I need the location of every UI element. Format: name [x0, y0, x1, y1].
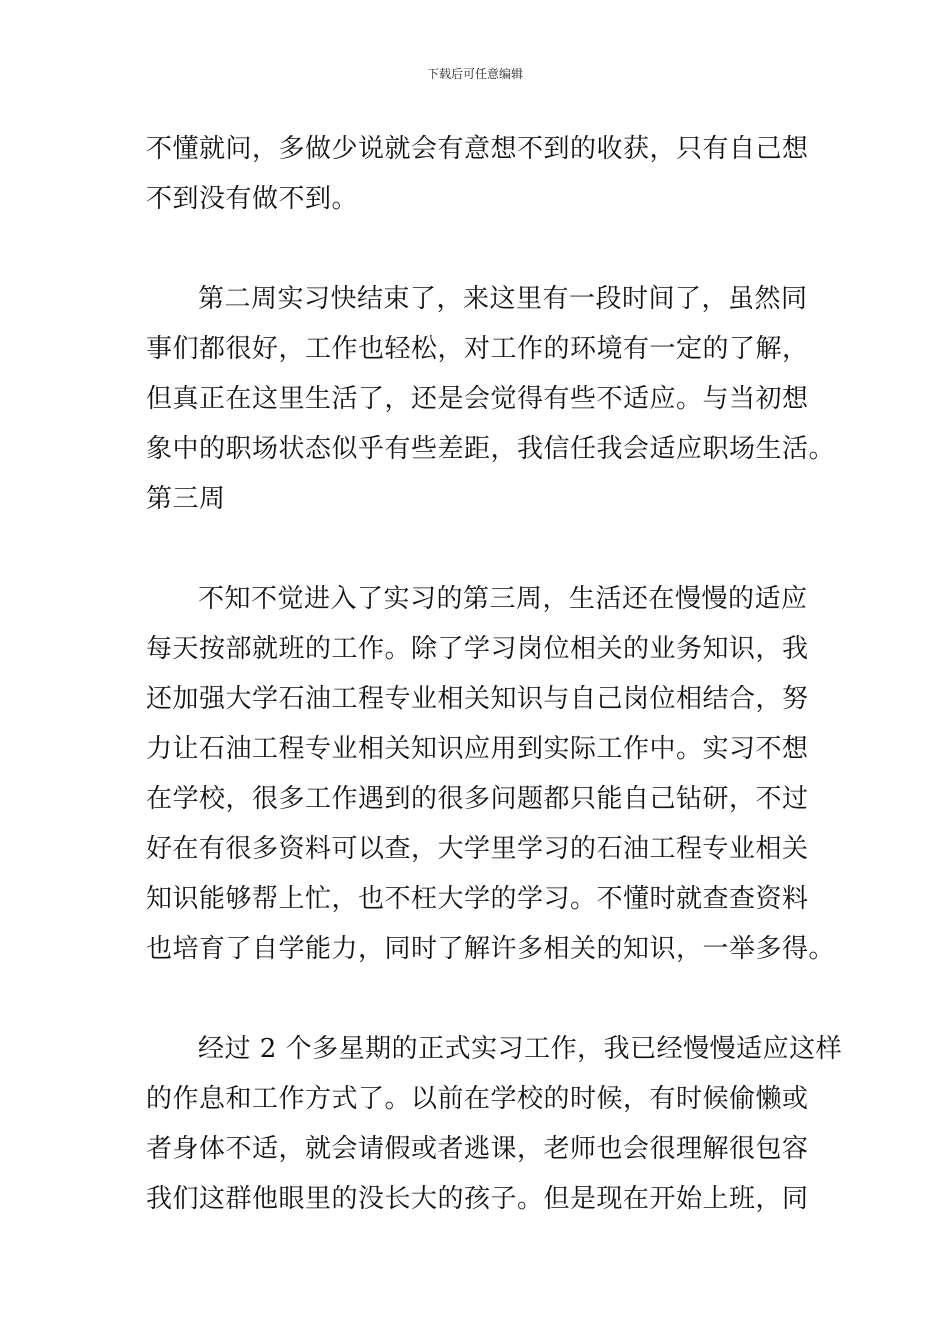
- text-line: 不懂就问，多做少说就会有意想不到的收获，只有自己想: [146, 134, 809, 164]
- paragraph-2: [146, 274, 836, 524]
- text-line: 者身体不适，就会请假或者逃课，老师也会很理解很包容: [146, 1134, 809, 1164]
- text-line: 每天按部就班的工作。除了学习岗位相关的业务知识，我: [146, 634, 809, 664]
- text-line: 我们这群他眼里的没长大的孩子。但是现在开始上班，同: [146, 1184, 809, 1214]
- text-line: 好在有很多资料可以查，大学里学习的石油工程专业相关: [146, 834, 809, 864]
- paragraph-gap: [146, 974, 808, 1024]
- paragraph-4: [146, 1024, 843, 1224]
- text-line: 知识能够帮上忙，也不枉大学的学习。不懂时就查查资料: [146, 884, 809, 914]
- paragraph-3: [146, 574, 836, 974]
- document-body: [146, 124, 843, 1224]
- text-line: 在学校，很多工作遇到的很多问题都只能自己钻研，不过: [146, 784, 809, 814]
- text-line: 象中的职场状态似乎有些差距，我信任我会适应职场生活。: [146, 434, 836, 464]
- text-line: 还加强大学石油工程专业相关知识与自己岗位相结合，努: [146, 684, 809, 714]
- text-line: 不到没有做不到。: [146, 184, 359, 214]
- text-line: 但真正在这里生活了，还是会觉得有些不适应。与当初想: [146, 384, 809, 414]
- text-line: 事们都很好，工作也轻松，对工作的环境有一定的了解，: [146, 334, 809, 364]
- paragraph-gap: [146, 224, 808, 274]
- header-note: 下载后可任意编辑: [426, 67, 523, 81]
- text-line: 也培育了自学能力，同时了解许多相关的知识，一举多得。: [146, 934, 836, 964]
- paragraph-1: [146, 124, 808, 224]
- section-heading: 第三周: [146, 484, 226, 514]
- text-line: 的作息和工作方式了。以前在学校的时候，有时候偷懒或: [146, 1084, 809, 1114]
- text-line: 经过 2 个多星期的正式实习工作，我已经慢慢适应这样: [198, 1034, 843, 1064]
- text-line: 不知不觉进入了实习的第三周，生活还在慢慢的适应: [198, 584, 808, 614]
- text-line: 力让石油工程专业相关知识应用到实际工作中。实习不想: [146, 734, 809, 764]
- paragraph-gap: [146, 524, 808, 574]
- text-line: 第二周实习快结束了，来这里有一段时间了，虽然同: [198, 284, 808, 314]
